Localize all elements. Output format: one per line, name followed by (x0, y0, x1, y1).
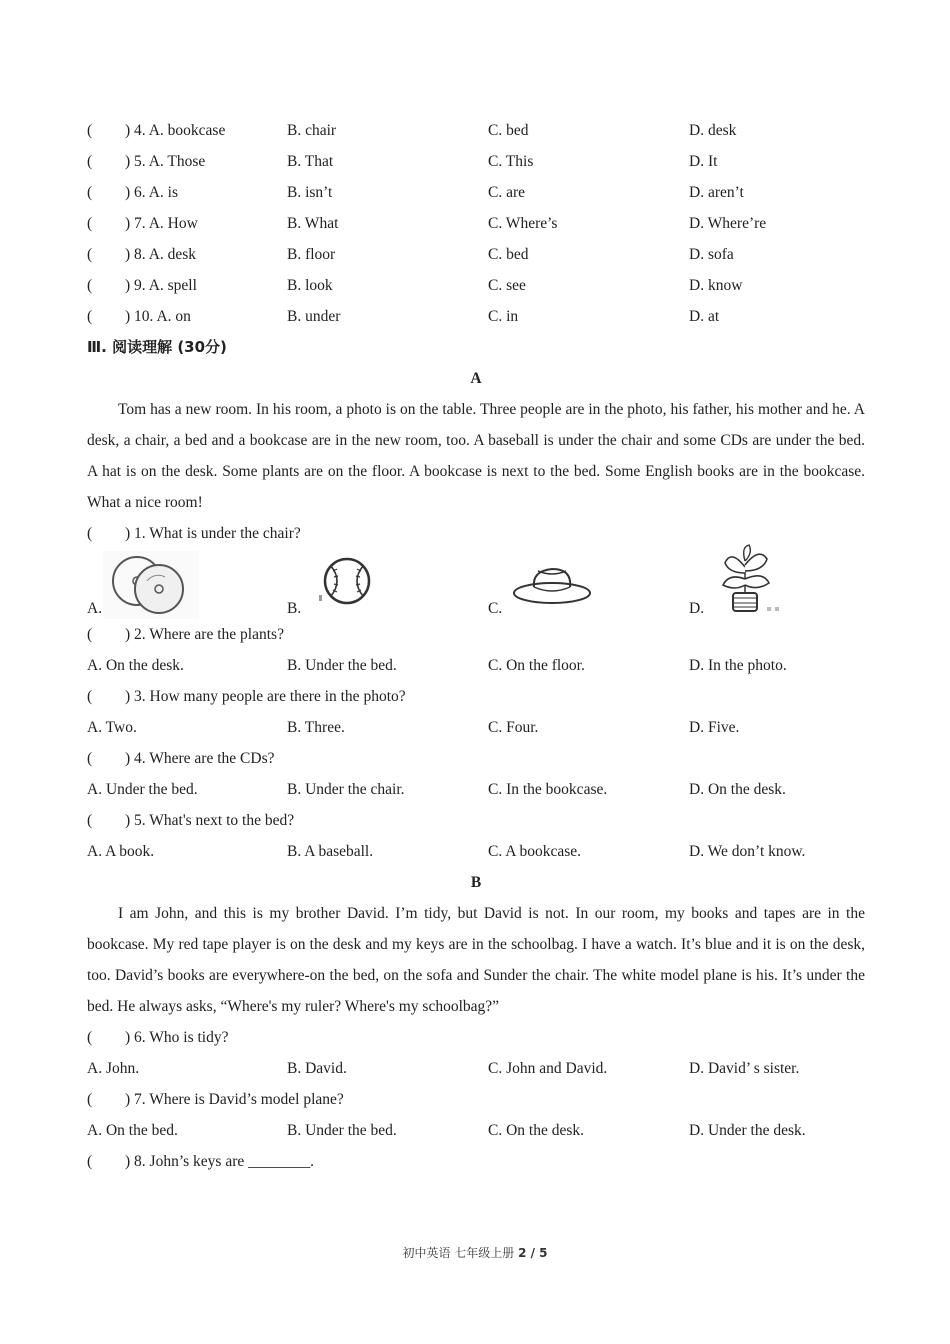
question-row (87, 743, 865, 774)
question-text: ) 1. What is under the chair? (125, 525, 301, 542)
option-a: A. A book. (87, 843, 155, 860)
option-c: C. bed (488, 246, 529, 263)
answer-blank: ( (87, 688, 93, 705)
option-c: C. John and David. (488, 1060, 608, 1077)
answer-blank: ( (87, 1091, 93, 1108)
option-b: B. under (287, 308, 341, 325)
cloze-row (87, 146, 865, 177)
option-d: D. at (689, 308, 720, 325)
passage-b-text: I am John, and this is my brother David. I’m tidy, but David is not. In our room, my books and tapes are in the bookcase. My red tape player is on the desk and my keys are in the schoolbag. I have a watch. It’s blue and it is on the desk, too. David’s books are everywhere-on the bed, on the sofa and Sunder the chair. The white model plane is his. It’s under the bed. He always asks, “Where's my ruler? Where's my schoolbag?” (87, 905, 865, 1015)
option-a: A. How (148, 215, 198, 232)
option-c: C. A bookcase. (488, 843, 581, 860)
option-d: D. aren’t (689, 184, 744, 201)
option-b: B. David. (287, 1060, 347, 1077)
option-c: C. Four. (488, 719, 539, 736)
option-a: A. On the bed. (87, 1122, 178, 1139)
passage-a-label: A (470, 370, 482, 387)
option-b: B. Under the bed. (287, 1122, 397, 1139)
option-d: D. We don’t know. (689, 843, 806, 860)
option-letter: C. (488, 600, 503, 617)
question-row (87, 619, 865, 650)
answer-blank: ( (87, 277, 93, 294)
option-b: B. What (287, 215, 339, 232)
option-a: A. is (148, 184, 178, 201)
option-c: C. On the desk. (488, 1122, 585, 1139)
option-b: B. Under the chair. (287, 781, 405, 798)
question-text: ) 6. Who is tidy? (125, 1029, 229, 1046)
option-a: A. bookcase (148, 122, 226, 139)
footer-subject: 初中英语 七年级上册 (402, 1246, 519, 1260)
option-c: C. In the bookcase. (488, 781, 608, 798)
option-b: B. A baseball. (287, 843, 374, 860)
picture-options (87, 549, 865, 619)
answer-blank: ( (87, 215, 93, 232)
cloze-row (87, 239, 865, 270)
answer-blank: ( (87, 184, 93, 201)
question-row (87, 681, 865, 712)
option-d: D. desk (689, 122, 737, 139)
option-b: B. That (287, 153, 334, 170)
baseball-icon (303, 551, 387, 619)
page-footer (0, 1244, 950, 1261)
answer-options-row (87, 1115, 865, 1146)
answer-blank: ( (87, 1153, 93, 1170)
question-number: ) 5. (125, 153, 146, 170)
option-a: A. spell (148, 277, 197, 294)
question-number: ) 10. (125, 308, 154, 325)
option-a: A. On the desk. (87, 657, 184, 674)
option-c: C. This (488, 153, 534, 170)
question-text: ) 7. Where is David’s model plane? (125, 1091, 344, 1108)
cloze-row (87, 301, 865, 332)
section-title: Ⅲ. 阅读理解 (30分) (87, 338, 227, 356)
cloze-row (87, 115, 865, 146)
option-c: C. On the floor. (488, 657, 585, 674)
option-letter: B. (287, 600, 302, 617)
cloze-options (87, 115, 865, 332)
question-text: ) 2. Where are the plants? (125, 626, 284, 643)
answer-blank: ( (87, 246, 93, 263)
option-b: B. Three. (287, 719, 345, 736)
option-a: A. Under the bed. (87, 781, 198, 798)
option-d: D. On the desk. (689, 781, 786, 798)
option-c: C. bed (488, 122, 529, 139)
question-text: ) 8. John’s keys are ________. (125, 1153, 314, 1170)
option-a: A. desk (148, 246, 197, 263)
answer-options-row (87, 836, 865, 867)
question-number: ) 6. (125, 184, 146, 201)
option-d: D. Five. (689, 719, 740, 736)
answer-blank: ( (87, 122, 93, 139)
option-a: A. Two. (87, 719, 137, 736)
hat-icon (504, 551, 600, 619)
question-text: ) 5. What's next to the bed? (125, 812, 295, 829)
answer-blank: ( (87, 1029, 93, 1046)
option-c: C. are (488, 184, 526, 201)
answer-blank: ( (87, 525, 93, 542)
answer-blank: ( (87, 153, 93, 170)
option-letter: A. (87, 600, 103, 617)
option-d: D. In the photo. (689, 657, 787, 674)
question-row (87, 1146, 865, 1177)
option-b: B. Under the bed. (287, 657, 397, 674)
option-letter: D. (689, 600, 705, 617)
answer-options-row (87, 774, 865, 805)
option-d: D. know (689, 277, 743, 294)
option-b: B. isn’t (287, 184, 333, 201)
cds-icon (103, 551, 199, 619)
page-number: 2 / 5 (518, 1246, 548, 1260)
question-number: ) 4. (125, 122, 146, 139)
answer-blank: ( (87, 750, 93, 767)
answer-blank: ( (87, 308, 93, 325)
option-c: C. see (488, 277, 526, 294)
passage-a-text: Tom has a new room. In his room, a photo is on the table. Three people are in the photo, his father, his mother and he. A desk, a chair, a bed and a bookcase are in the new room, too. A baseball is under the chair and some CDs are under the bed. A hat is on the desk. Some plants are on the floor. A bookcase is next to the bed. Some English books are in the bookcase. What a nice room! (87, 401, 865, 511)
plant-icon (705, 543, 789, 619)
question-row (87, 805, 865, 836)
question-number: ) 9. (125, 277, 146, 294)
passage-b-label: B (470, 874, 482, 891)
question-text: ) 4. Where are the CDs? (125, 750, 275, 767)
option-d: D. Under the desk. (689, 1122, 806, 1139)
option-d: D. sofa (689, 246, 734, 263)
option-c: C. Where’s (488, 215, 558, 232)
answer-options-row (87, 1053, 865, 1084)
question-row (87, 1022, 865, 1053)
answer-blank: ( (87, 812, 93, 829)
option-a: A. John. (87, 1060, 140, 1077)
question-number: ) 8. (125, 246, 146, 263)
question-row (87, 1084, 865, 1115)
cloze-row (87, 208, 865, 239)
cloze-row (87, 177, 865, 208)
cloze-row (87, 270, 865, 301)
answer-options-row (87, 712, 865, 743)
option-b: B. floor (287, 246, 336, 263)
worksheet-page (87, 115, 865, 1177)
answer-options-row (87, 650, 865, 681)
option-a: A. Those (148, 153, 206, 170)
option-b: B. look (287, 277, 333, 294)
option-d: D. It (689, 153, 718, 170)
option-d: D. David’ s sister. (689, 1060, 800, 1077)
option-d: D. Where’re (689, 215, 767, 232)
question-text: ) 3. How many people are there in the photo? (125, 688, 406, 705)
option-c: C. in (488, 308, 519, 325)
question-number: ) 7. (125, 215, 146, 232)
option-b: B. chair (287, 122, 337, 139)
answer-blank: ( (87, 626, 93, 643)
option-a: A. on (156, 308, 191, 325)
